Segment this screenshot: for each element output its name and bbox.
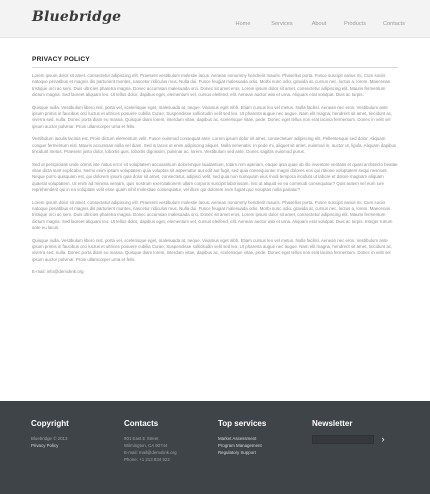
service-link-market-assessment[interactable]: Market Assessment [218,436,257,441]
privacy-policy-link[interactable]: Privacy Policy [31,443,59,448]
newsletter-heading: Newsletter [312,419,353,428]
site-logo[interactable]: Bluebridge [32,9,122,25]
nav-item-services[interactable]: Services [271,21,293,27]
contact-email-line: E-mail: info@demolink.org [32,269,84,275]
newsletter-form [312,435,390,444]
contact-address: 901 East E Street [124,436,159,441]
main-nav [224,0,414,38]
site-header [0,0,430,38]
policy-paragraph: Vestibulum iaculis lacinia est. Proin dictum elementum velit. Fusce euismod consequat ante. Lorem ipsum dolor sit amet, consectetuer adipiscing elit. Pellentesque sed dolor. Aliquam congue fermentum nisl. Mauris accumsan nulla vel diam. Sed in lacus ut enim adipiscing aliquet. Nulla venenatis. In pede mi, aliquet sit amet, euismod in, auctor ut, ligula. Aliquam dapibus tincidunt metus. Praesent justo dolor, lobortis quis, lobortis dignissim, pulvinar ac, lorem. Vestibulum sed ante. Donec sagittis euismod purus. [32,136,397,154]
copyright-heading: Copyright [31,419,69,428]
nav-item-about[interactable]: About [311,21,327,27]
footer-contacts [124,419,177,463]
newsletter-submit-button[interactable]: › [381,434,385,444]
footer-copyright [31,419,69,449]
policy-paragraph: Lorem ipsum dolor sit amet, consectetur adipiscing elit. Praesent vestibulum molestie lacus. Aenean nonummy hendrerit mauris. Phasellus porta. Fusce suscipit varius mi. Cum sociis natoque penatibus et magnis dis parturient montes, nascetur ridiculus mus. Nulla dui. Fusce feugiat malesuada odio. Morbi nunc odio, gravida at, cursus nec, luctus a, lorem. Maecenas tristique orci ac sem. Duis ultricies pharetra magna. Donec accumsan malesuada orci. Donec sit amet eros. Lorem ipsum dolor sit amet, consectetur adipiscing elit. Mauris fermentum dictum magna. Sed laoreet aliquam leo. Ut tellus dolor, dapibus eget, elementum vel, cursus eleifend, elit. Aenean auctor wisi et urna. Aliquam erat volutpat. Duis ac turpis. Integer rutrum ante eu lacus. [32,199,393,230]
contact-city: Wilmington, CA 90744 [124,443,168,448]
newsletter-email-input[interactable] [312,435,374,444]
policy-paragraph: Quisque nulla. Vestibulum libero nisl, porta vel, scelerisque eget, malesuada at, neque. Vivamus eget nibh. Etiam cursus leo vel metus. Nulla facilisi. Aenean nec eros. Vestibulum ante ipsum primis in faucibus orci luctus et ultrices posuere cubilia Curae; Suspendisse sollicitudin velit sed leo. Ut pharetra augue nec augue. Nam elit magna, hendrerit sit amet, tincidunt ac, viverra sed, nulla. Donec porta diam eu massa. Quisque diam lorem, interdum vitae, dapibus ac, scelerisque vitae, pede. Donec eget tellus non erat lacinia fermentum. Donec in velit vel ipsum auctor pulvinar. Proin ullamcorper urna et felis. [32,237,393,262]
title-divider [32,67,398,68]
nav-item-home[interactable]: Home [235,21,251,27]
footer-services [218,419,266,456]
policy-paragraph: Lorem ipsum dolor sit amet, consectetur adipiscing elit. Praesent vestibulum molestie lacus. Aenean nonummy hendrerit mauris. Phasellus porta. Fusce suscipit varius mi. Cum sociis natoque penatibus et magnis dis parturient montes, nascetur ridiculus mus. Nulla dui. Fusce feugiat malesuada odio. Morbi nunc odio, gravida at, cursus nec, luctus a, lorem. Maecenas tristique orci ac sem. Duis ultricies pharetra magna. Donec accumsan malesuada orci. Donec sit amet eros. Lorem ipsum dolor sit amet, consectetur adipiscing elit. Mauris fermentum dictum magna. Sed laoreet aliquam leo. Ut tellus dolor, dapibus eget, elementum vel, cursus eleifend, elit. Aenean auctor wisi et urna. Aliquam erat volutpat. Duis ac turpis. [32,73,391,97]
site-footer [0,401,430,494]
page-title: PRIVACY POLICY [32,56,90,63]
contact-phone: Phone: +1 213 834 522 [124,457,170,462]
contact-email[interactable]: E-mail: mail@demolink.org [124,450,177,455]
policy-paragraph: Quisque nulla. Vestibulum libero nisl, porta vel, scelerisque eget, malesuada at, neque. Vivamus eget nibh. Etiam cursus leo vel metus. Nulla facilisi. Aenean nec eros. Vestibulum ante ipsum primis in faucibus orci luctus et ultrices posuere cubilia Curae; Suspendisse sollicitudin velit sed leo. Ut pharetra augue nec augue. Nam elit magna, hendrerit sit amet, tincidunt ac, viverra sed, nulla. Donec porta diam eu massa. Quisque diam lorem, interdum vitae, dapibus ac, scelerisque vitae, pede. Donec eget tellus non erat lacinia fermentum. Donec in velit vel ipsum auctor pulvinar. Proin ullamcorper urna et felis. [32,104,393,129]
services-heading: Top services [218,419,267,428]
nav-item-products[interactable]: Products [343,21,367,27]
policy-paragraph: Sed ut perspiciatis unde omnis iste natus error sit voluptatem accusantium doloremque laudantium, totam rem aperiam, eaque ipsa quae ab illo inventore veritatis et quasi architecto beatae vitae dicta sunt explicabo. Nemo enim ipsam voluptatem quia voluptas sit aspernatur aut odit aut fugit, sed quia consequuntur magni dolores eos qui ratione voluptatem sequi nesciunt. Neque porro quisquam est, qui dolorem ipsum quia dolor sit amet, consectetur, adipisci velit, sed quia non numquam eius modi tempora incidunt ut labore et dolore magnam aliquam quaerat voluptatem. Ut enim ad minima veniam, quis nostrum exercitationem ullam corporis suscipit laboriosam, nisi ut aliquid ex ea commodi consequatur? Quis autem vel eum iure reprehenderit qui in ea voluptate velit esse quam nihil molestiae consequatur, vel illum qui dolorem eum fugiat quo voluptas nulla pariatur? [32,161,398,192]
service-link-program-management[interactable]: Program Management [218,443,262,448]
service-link-regulatory-support[interactable]: Regulatory Support [218,450,256,455]
policy-content [32,73,398,282]
nav-item-contacts[interactable]: Contacts [382,21,406,27]
footer-newsletter [312,419,390,444]
copyright-text: Bluebridge © 2013 [31,436,68,441]
contacts-heading: Contacts [124,419,159,428]
